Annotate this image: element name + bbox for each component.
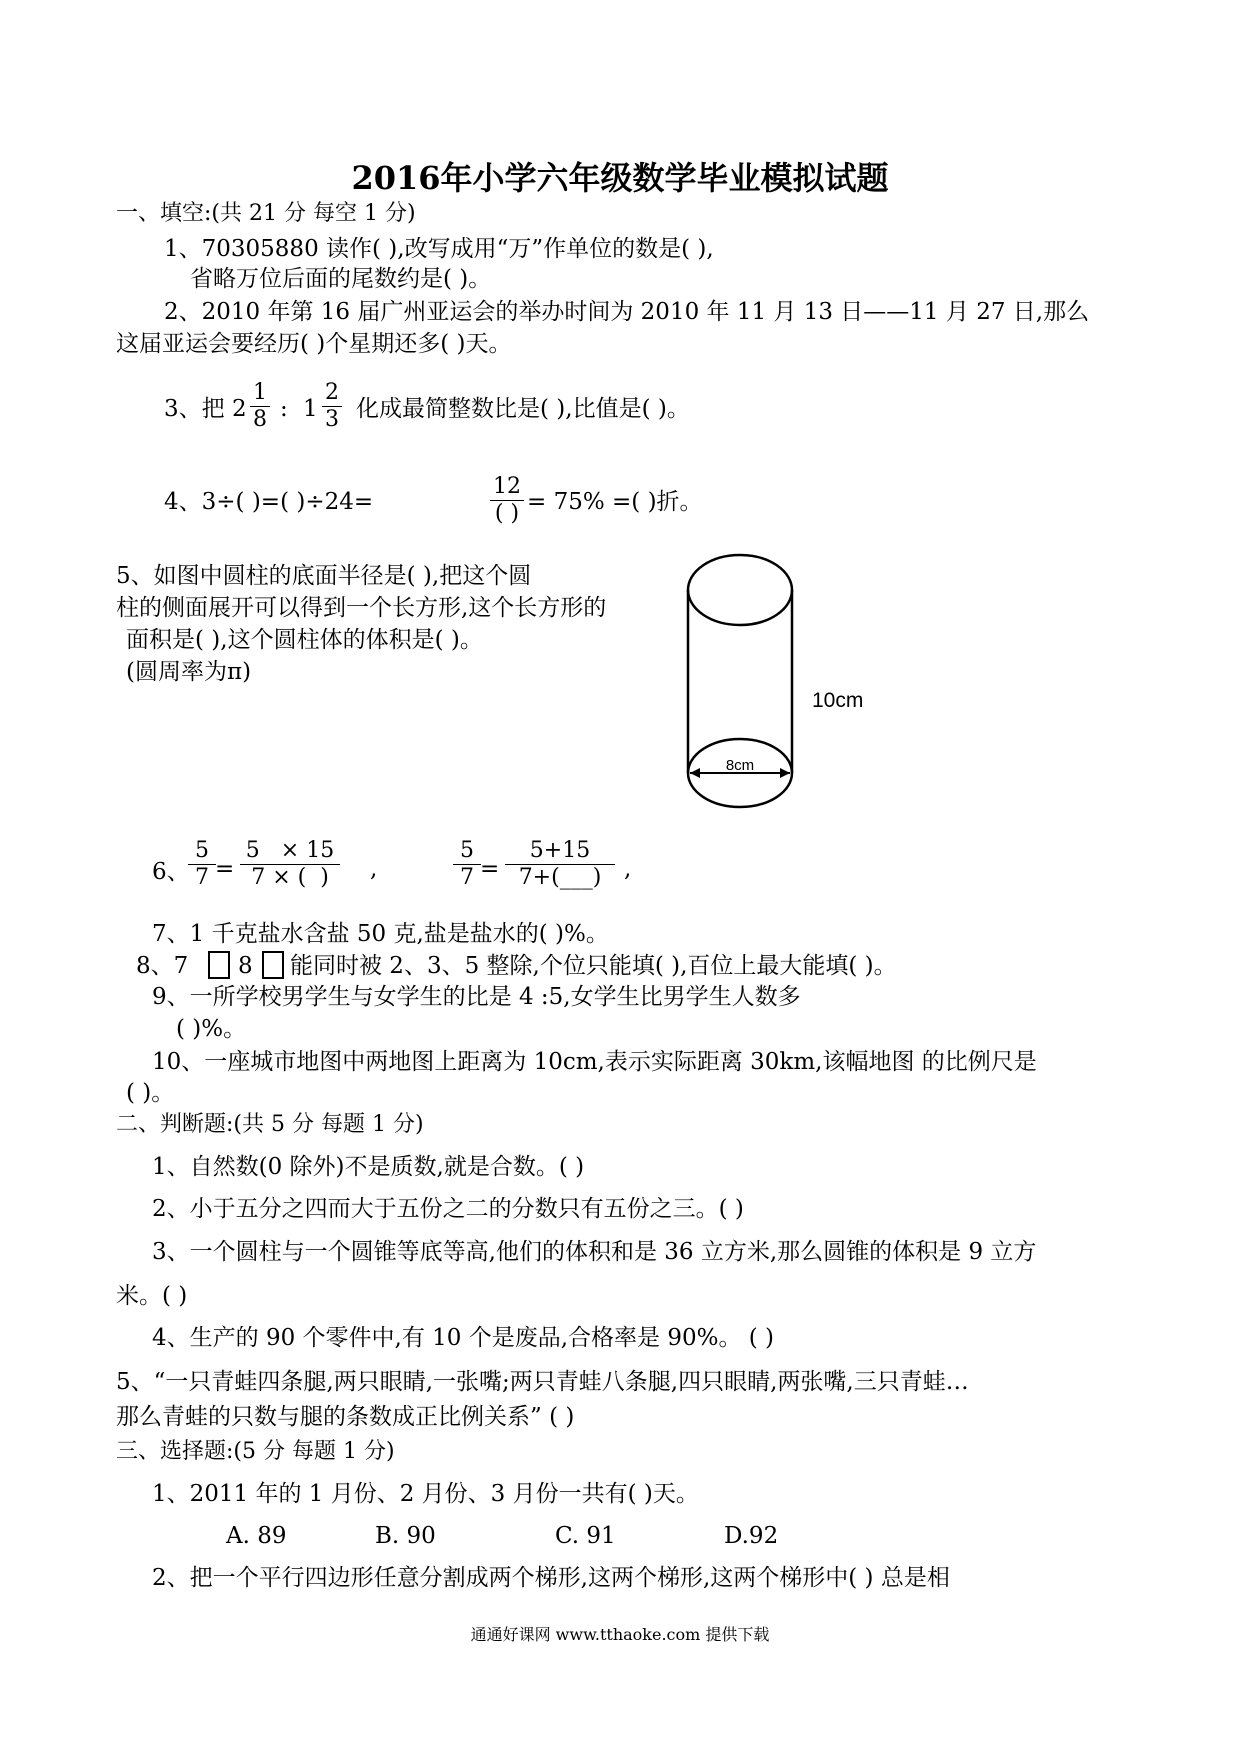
q3-mixed1-num: 1 bbox=[250, 380, 270, 407]
q6-frac2 bbox=[240, 838, 340, 891]
diameter-arrow-right bbox=[780, 768, 790, 778]
q4-fraction bbox=[490, 474, 524, 527]
question-1-2-line2: 这届亚运会要经历( )个星期还多( )天。 bbox=[116, 331, 512, 357]
section-3-question-2-line1: 2、把一个平行四边形任意分割成两个梯形,这两个梯形,这两个梯形中( ) 总是相 bbox=[152, 1565, 950, 1591]
q8-blank-box-1 bbox=[208, 951, 230, 979]
q3-mixed2-den: 3 bbox=[325, 407, 339, 432]
q8-digit-8: 8 bbox=[238, 953, 253, 979]
q8-rest: 能同时被 2、3、5 整除,个位只能填( ),百位上最大能填( )。 bbox=[290, 953, 897, 979]
q3-mixed1-fraction bbox=[250, 380, 270, 433]
section-3-question-1: 1、2011 年的 1 月份、2 月份、3 月份一共有( )天。 bbox=[152, 1481, 699, 1507]
q4-prefix: 4、3÷( )=( )÷24= bbox=[164, 489, 374, 515]
question-1-5-line1: 5、如图中圆柱的底面半径是( ),把这个圆 bbox=[116, 563, 532, 589]
diameter-label: 8cm bbox=[725, 757, 755, 774]
q6-comma1: , bbox=[370, 856, 378, 882]
q6-frac2-num: 5 × 15 bbox=[240, 838, 340, 865]
q6-frac1-num: 5 bbox=[188, 838, 216, 865]
q6-label: 6、 bbox=[152, 859, 190, 885]
q3-mixed2-fraction bbox=[322, 380, 342, 433]
section-2-question-3-line2: 米。( ) bbox=[116, 1283, 188, 1309]
q3-mixed1-den: 8 bbox=[253, 407, 267, 432]
q3-colon: : bbox=[280, 396, 288, 422]
q6-eq2: = bbox=[480, 856, 500, 882]
section-3-heading: 三、选择题:(5 分 每题 1 分) bbox=[116, 1439, 395, 1464]
section-1-heading: 一、填空:(共 21 分 每空 1 分) bbox=[116, 201, 416, 226]
option-b: B. 90 bbox=[375, 1523, 436, 1549]
section-2-question-1: 1、自然数(0 除外)不是质数,就是合数。( ) bbox=[152, 1154, 585, 1180]
cylinder-figure bbox=[680, 545, 920, 810]
footer-credit: 通通好课网 www.tthaoke.com 提供下载 bbox=[470, 1625, 770, 1644]
page-title: 2016年小学六年级数学毕业模拟试题 bbox=[351, 159, 889, 197]
question-1-10-line1: 10、一座城市地图中两地图上距离为 10cm,表示实际距离 30km,该幅地图 的比例尺是 bbox=[152, 1049, 1037, 1075]
question-1-5-line2: 柱的侧面展开可以得到一个长方形,这个长方形的 bbox=[116, 595, 607, 621]
q8-blank-box-2 bbox=[262, 951, 284, 979]
q6-frac1 bbox=[188, 838, 216, 891]
question-1-5-line3: 面积是( ),这个圆柱体的体积是( )。 bbox=[126, 627, 483, 653]
section-2-question-5-line1: 5、“一只青蛙四条腿,两只眼睛,一张嘴;两只青蛙八条腿,四只眼睛,两张嘴,三只青蛙… bbox=[116, 1369, 969, 1395]
option-d: D.92 bbox=[724, 1523, 779, 1549]
section-2-heading: 二、判断题:(共 5 分 每题 1 分) bbox=[116, 1112, 424, 1137]
section-2-question-2: 2、小于五分之四而大于五份之二的分数只有五份之三。( ) bbox=[152, 1196, 744, 1222]
q6-frac4-num: 5+15 bbox=[505, 838, 615, 865]
question-1-10-line2: ( )。 bbox=[126, 1080, 175, 1106]
q6-frac4-den: 7+(___) bbox=[518, 865, 602, 890]
q3-prefix: 3、把 bbox=[164, 396, 225, 422]
section-2-question-4: 4、生产的 90 个零件中,有 10 个是废品,合格率是 90%。 ( ) bbox=[152, 1325, 775, 1351]
diameter-arrow-left bbox=[690, 768, 700, 778]
q6-comma2: , bbox=[624, 856, 632, 882]
height-label: 10cm bbox=[812, 689, 864, 712]
option-a: A. 89 bbox=[226, 1523, 287, 1549]
section-2-question-3-line1: 3、一个圆柱与一个圆锥等底等高,他们的体积和是 36 立方米,那么圆锥的体积是 9 立方 bbox=[152, 1239, 1037, 1265]
q3-mixed2-int: 1 bbox=[303, 396, 318, 422]
option-c: C. 91 bbox=[555, 1523, 616, 1549]
section-2-question-5-line2: 那么青蛙的只数与腿的条数成正比例关系” ( ) bbox=[116, 1404, 575, 1430]
q6-frac3-den: 7 bbox=[460, 865, 474, 890]
q4-den: ( ) bbox=[494, 501, 520, 526]
q4-suffix: = 75% =( )折。 bbox=[527, 489, 703, 515]
q3-suffix: 化成最简整数比是( ),比值是( )。 bbox=[356, 396, 690, 422]
question-1-7: 7、1 千克盐水含盐 50 克,盐是盐水的( )%。 bbox=[152, 921, 609, 947]
question-1-9-line2: ( )%。 bbox=[176, 1016, 247, 1042]
q6-frac4 bbox=[505, 838, 615, 891]
q6-frac3 bbox=[453, 838, 481, 891]
q4-num: 12 bbox=[490, 474, 524, 501]
q3-mixed2-num: 2 bbox=[322, 380, 342, 407]
question-1-1-line2: 省略万位后面的尾数约是( )。 bbox=[190, 266, 492, 292]
question-1-1-line1: 1、70305880 读作( ),改写成用“万”作单位的数是( ), bbox=[164, 236, 714, 262]
q6-frac3-num: 5 bbox=[453, 838, 481, 865]
cylinder-top-ellipse bbox=[688, 555, 792, 625]
question-1-5-line4: (圆周率为π) bbox=[126, 659, 252, 685]
q3-mixed1-int: 2 bbox=[232, 396, 247, 422]
question-1-9-line1: 9、一所学校男学生与女学生的比是 4 :5,女学生比男学生人数多 bbox=[152, 984, 801, 1010]
q8-digit-7: 8、7 bbox=[136, 953, 189, 979]
question-1-2-line1: 2、2010 年第 16 届广州亚运会的举办时间为 2010 年 11 月 13 日——11 月 27 日,那么 bbox=[164, 299, 1090, 325]
q6-frac1-den: 7 bbox=[195, 865, 209, 890]
q6-eq1: = bbox=[215, 856, 235, 882]
q6-frac2-den: 7 × ( ) bbox=[251, 865, 329, 890]
